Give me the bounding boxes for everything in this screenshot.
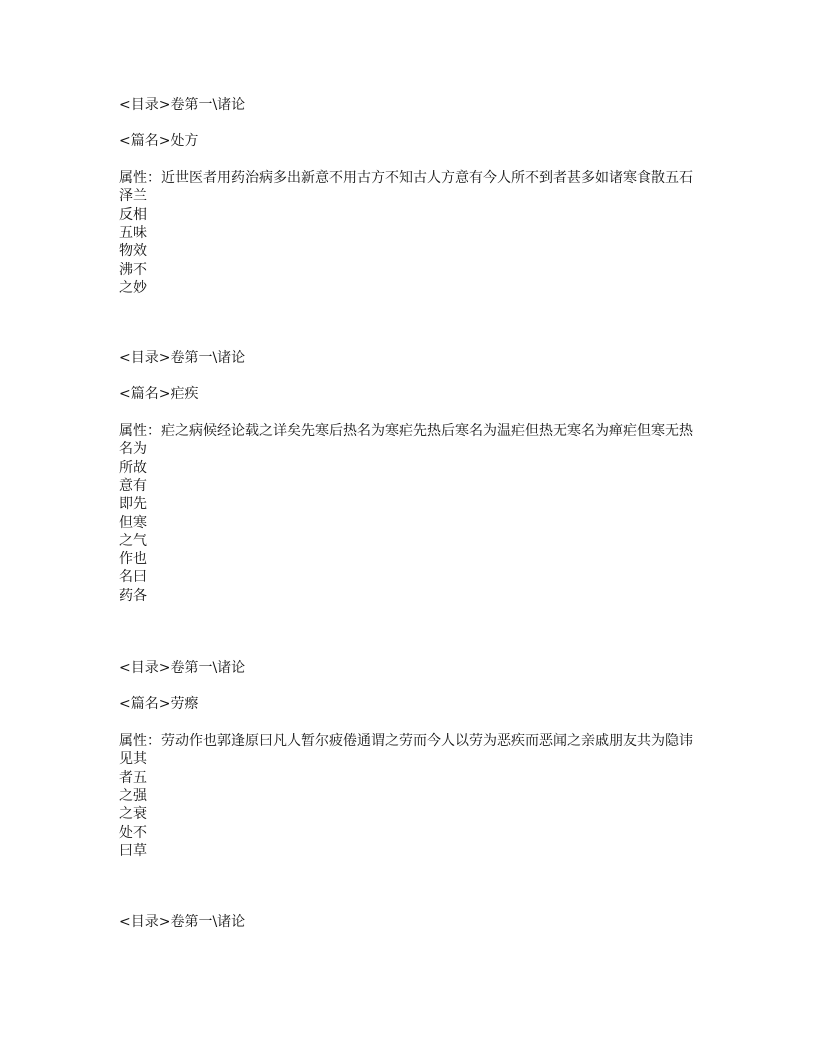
catalog-line: <目录>卷第一\诸论 [119, 97, 246, 113]
attribute-continuation: 名曰 [119, 569, 147, 586]
attribute-continuation: 沸不 [119, 261, 147, 278]
chapter-title: <篇名>处方 [119, 133, 199, 149]
attribute-continuation: 名为 [119, 441, 147, 458]
attribute-continuation: 药各 [119, 587, 147, 604]
chapter-title: <篇名>劳瘵 [119, 696, 199, 712]
catalog-line: <目录>卷第一\诸论 [119, 660, 246, 676]
catalog-line: <目录>卷第一\诸论 [119, 350, 246, 366]
attribute-continuation: 处不 [119, 824, 147, 841]
attribute-continuation: 但寒 [119, 514, 147, 531]
attribute-continuation: 意有 [119, 477, 147, 494]
attribute-continuation: 物效 [119, 243, 147, 260]
attribute-continuation: 即先 [119, 496, 147, 513]
attribute-continuation: 之强 [119, 787, 147, 804]
attribute-continuation: 之衰 [119, 806, 147, 823]
chapter-title: <篇名>疟疾 [119, 386, 199, 402]
attribute-continuation: 作也 [119, 551, 147, 568]
attribute-continuation: 所故 [119, 459, 147, 476]
attribute-continuation: 之妙 [119, 279, 147, 296]
attribute-continuation: 者五 [119, 769, 147, 786]
attribute-continuation: 曰草 [119, 842, 147, 859]
attribute-continuation: 之气 [119, 532, 147, 549]
attribute-continuation: 反相 [119, 206, 147, 223]
attribute-continuation: 见其 [119, 751, 147, 768]
attribute-text: 属性：疟之病候经论载之详矣先寒后热名为寒疟先热后寒名为温疟但热无寒名为瘅疟但寒无热 [119, 423, 693, 439]
attribute-continuation: 泽兰 [119, 188, 147, 205]
attribute-text: 属性：劳动作也郭逢原曰凡人暂尔疲倦通谓之劳而今人以劳为恶疾而恶闻之亲戚朋友共为隐讳 [119, 733, 693, 749]
attribute-continuation: 五味 [119, 224, 147, 241]
catalog-line: <目录>卷第一\诸论 [119, 914, 246, 930]
attribute-text: 属性：近世医者用药治病多出新意不用古方不知古人方意有今人所不到者甚多如诸寒食散五石 [119, 170, 693, 186]
